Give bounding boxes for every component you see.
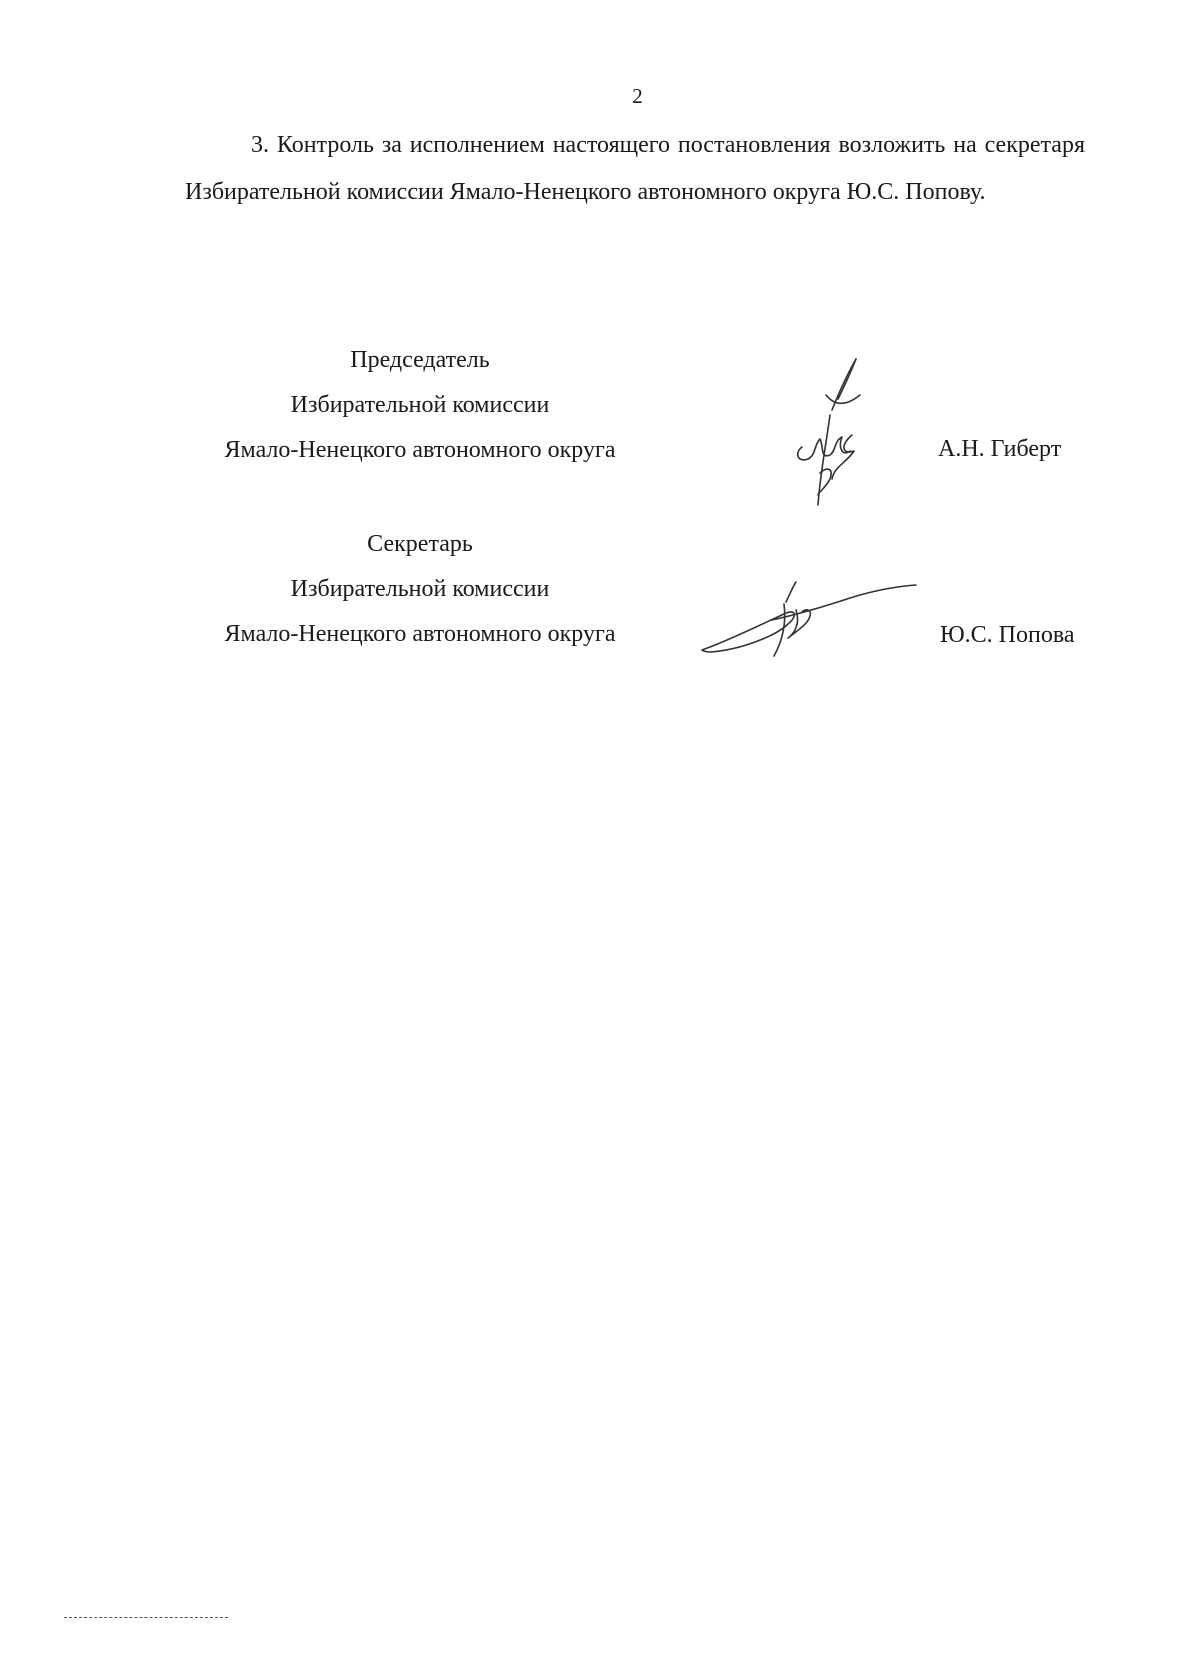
secretary-title-line: Избирательной комиссии xyxy=(290,576,550,602)
resolution-paragraph: 3. Контроль за исполнением настоящего постановления возложить на секретаря Избирательной комиссии Ямало-Ненецкого автономного округа Ю.С. Попову. xyxy=(185,132,1085,205)
chair-name: А.Н. Гиберт xyxy=(938,436,1062,462)
secretary-name: Ю.С. Попова xyxy=(940,622,1075,648)
secretary-title-block xyxy=(170,522,670,657)
chair-title-line: Избирательной комиссии xyxy=(290,392,550,418)
page-number: 2 xyxy=(632,84,643,108)
secretary-title-line: Секретарь xyxy=(367,531,473,557)
footer-divider xyxy=(64,1617,228,1618)
chair-title-line: Председатель xyxy=(350,347,490,373)
chair-signature-image xyxy=(790,355,910,515)
chair-title-block xyxy=(170,338,670,473)
secretary-signature-image xyxy=(700,580,920,660)
chair-title-line: Ямало-Ненецкого автономного округа xyxy=(224,437,616,463)
secretary-title-line: Ямало-Ненецкого автономного округа xyxy=(224,621,616,647)
